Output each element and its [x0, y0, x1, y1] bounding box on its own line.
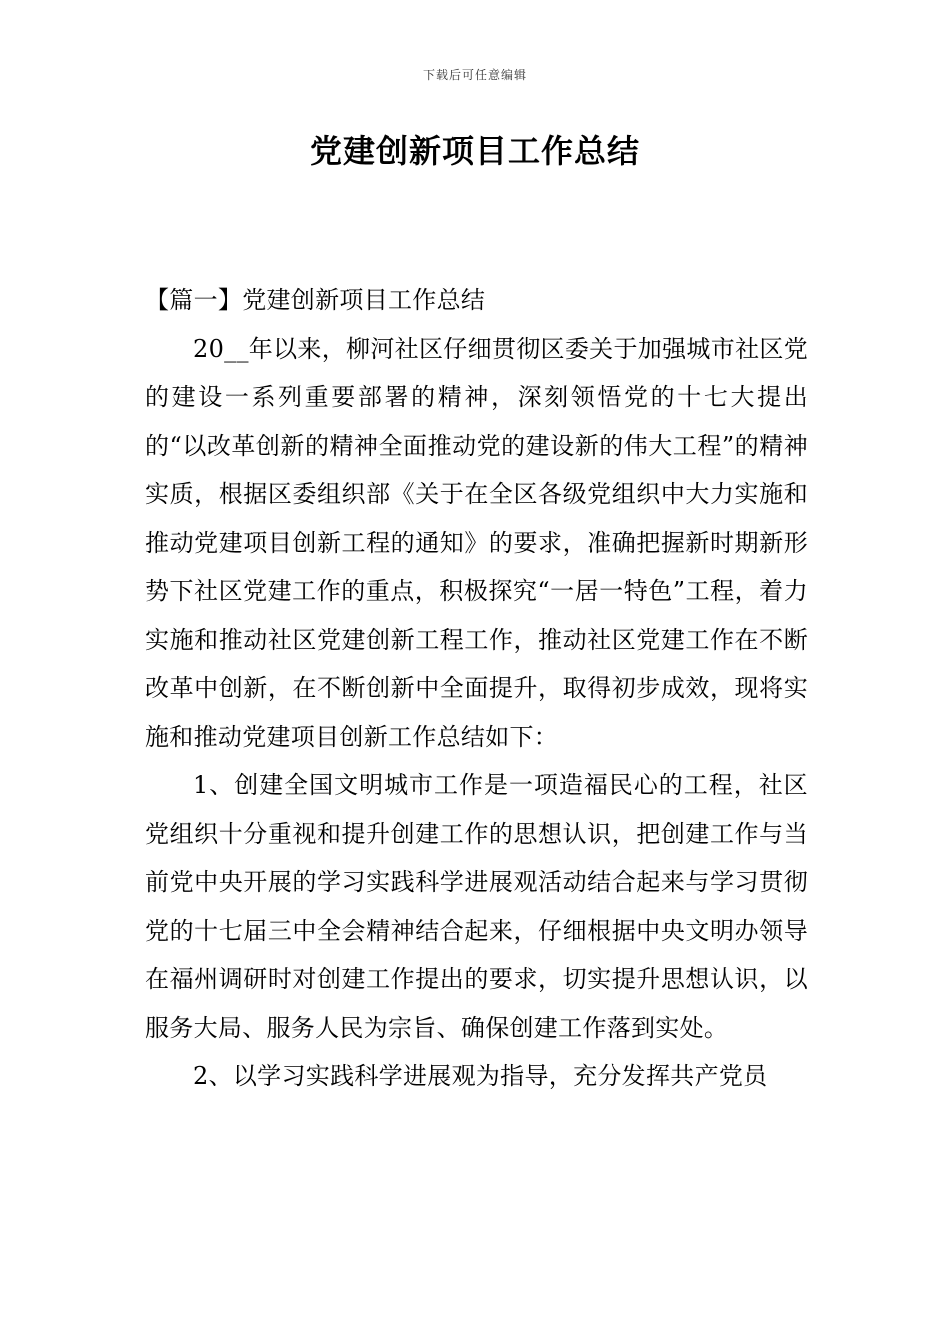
section-heading: 【篇一】党建创新项目工作总结	[145, 286, 486, 314]
paragraph-item-1: 1、创建全国文明城市工作是一项造福民心的工程，社区党组织十分重视和提升创建工作的思想认识，把创建工作与当前党中央开展的学习实践科学进展观活动结合起来与学习贯彻党的十七届三中全会精神结合起来，仔细根据中央文明办领导在福州调研时对创建工作提出的要求，切实提升思想认识，以服务大局、服务人民为宗旨、确保创建工作落到实处。	[145, 771, 808, 1042]
document-body	[145, 276, 808, 1101]
document-title: 党建创新项目工作总结	[309, 132, 640, 170]
header-note: 下载后可任意编辑	[422, 68, 527, 82]
paragraph-intro: 20__年以来，柳河社区仔细贯彻区委关于加强城市社区党的建设一系列重要部署的精神，深刻领悟党的十七大提出的“以改革创新的精神全面推动党的建设新的伟大工程”的精神实质，根据区委组织部《关于在全区各级党组织中大力实施和推动党建项目创新工程的通知》的要求，准确把握新时期新形势下社区党建工作的重点，积极探究“一居一特色”工程，着力实施和推动社区党建创新工程工作，推动社区党建工作在不断改革中创新，在不断创新中全面提升，取得初步成效，现将实施和推动党建项目创新工作总结如下：	[145, 334, 808, 751]
paragraph-item-2: 2、以学习实践科学进展观为指导，充分发挥共产党员	[193, 1062, 768, 1090]
